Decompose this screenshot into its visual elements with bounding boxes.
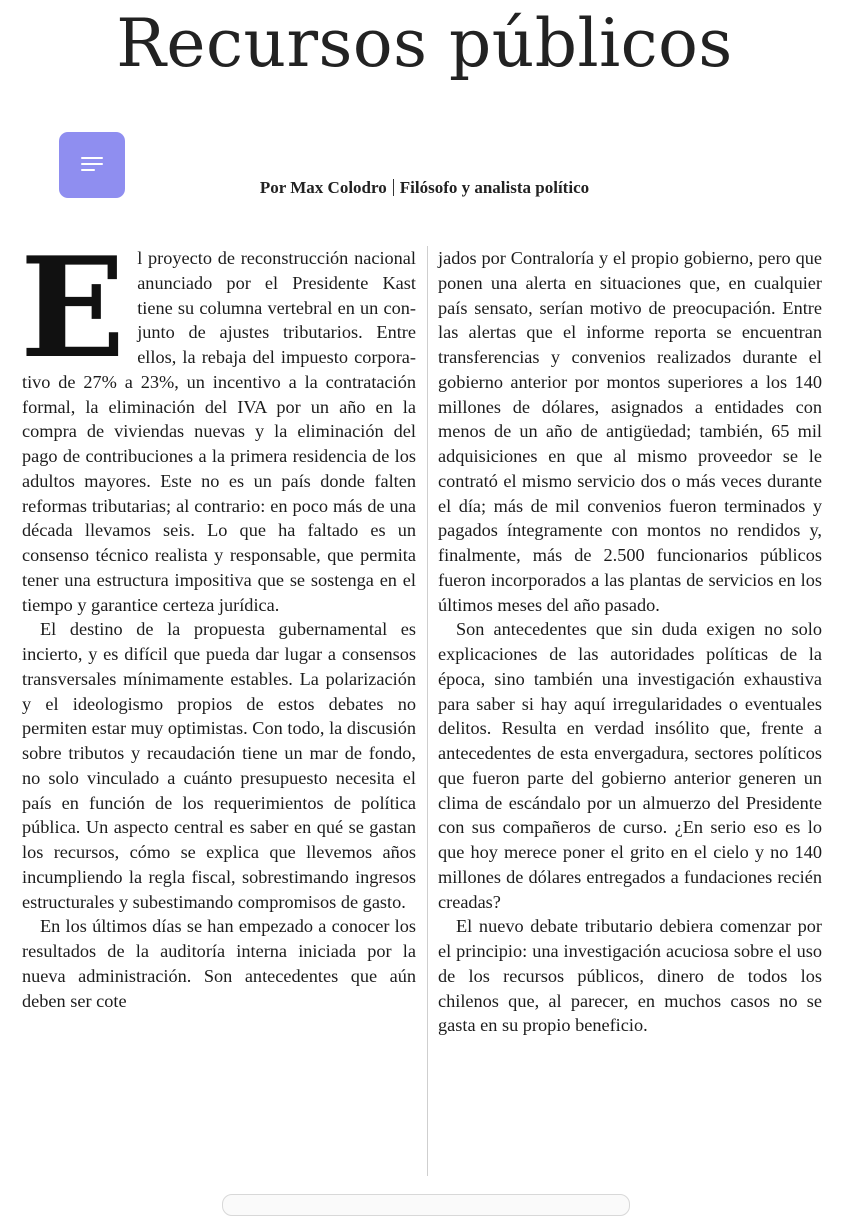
paragraph: El nuevo debate tributario debiera comenzar por el principio: una investigación acuciosa sobre el uso de los recursos públicos, dinero de todos los chilenos que, al parecer, en muchos casos no se gasta en su propio beneficio. [438,916,822,1036]
paragraph: Son antecedentes que sin duda exigen no solo explicaciones de las autoridades políticas de la época, sino también una investigación exhaustiva para saber si hay aquí irregularidades o eventuales delitos. Resulta en verdad insólito que, frente a antecedentes de esta envergadura, sectores políticos que fueron parte del gobierno anterior generen un clima de escándalo por un almuerzo del Presidente con sus compañeros de curso. ¿En serio eso es lo que hoy merece poner el grito en el cielo y no 140 millones de dólares entregados a fundaciones recién creadas? [438,619,822,912]
article-column-left [20,226,416,1013]
article-column-right [438,246,822,1038]
article-headline: Recursos públicos [116,5,733,82]
menu-line-middle [81,163,103,165]
byline-separator [393,179,394,196]
column-divider [427,246,428,1176]
paragraph: En los últimos días se han empezado a conocer los resultados de la auditoría interna iniciada por la nueva administración. Son antecedentes que aún deben ser cote [22,916,416,1011]
byline-author: Por Max Colodro [259,178,387,197]
bottom-bar[interactable] [222,1194,630,1216]
menu-line-short [81,169,95,171]
paragraph: jados por Contraloría y el propio gobierno, pero que ponen una alerta en situaciones que, en cualquier país sensato, serían motivo de preocupación. Entre las alertas que el informe reporta se encuentran transferencias y convenios realizados durante el gobierno anterior por montos superiores a los 140 millones de dólares, asignados a entidades con menos de un año de antigüedad; también, 65 mil adquisiciones en que al mismo proveedor se le contrató el mismo servicio dos o más veces durante el día; más de mil convenios fueron terminados y pagados íntegramente con montos no rendidos y, finalmente, más de 2.500 funcionarios públicos fueron incorporados a las plantas de servicios en los últimos meses del año pasado. [438,248,822,615]
paragraph: l proyecto de reconstrucción nacional anunciado por el Presidente Kast tiene su columna vertebral en un conjunto de ajustes tributarios. Entre ellos, la rebaja del impuesto corporativo de 27% a 23%, un incentivo a la contratación formal, la eliminación del IVA por un año en la compra de viviendas nuevas y la eliminación del pago de contribuciones a la primera residencia de los adultos mayores. Este no es un país donde falten reformas tributarias; al contrario: en poco más de una década llevamos seis. Lo que ha faltado es un consenso técnico realista y responsable, que permita tener una estructura impositiva que se sostenga en el tiempo y garantice certeza jurídica. [22,248,416,615]
paragraph: El destino de la propuesta gubernamental es incierto, y es difícil que pueda dar lugar a consensos transversales mínimamente estables. La polarización y el ideologismo propios de estos debates no permiten estar muy optimistas. Con todo, la discusión sobre tributos y recaudación tiene un mar de fondo, no solo vinculado a cuánto presupuesto necesita el país en función de los requerimientos de política pública. Un aspecto central es saber en qué se gastan los recursos, cómo se explica que llevemos años incumpliendo la regla fiscal, sobrestimando ingresos estructurales y subestimando compromisos de gasto. [22,619,416,912]
drop-cap: E [20,226,126,389]
menu-lines-icon [81,157,103,159]
byline-role: Filósofo y analista político [399,178,590,197]
byline [0,178,849,198]
